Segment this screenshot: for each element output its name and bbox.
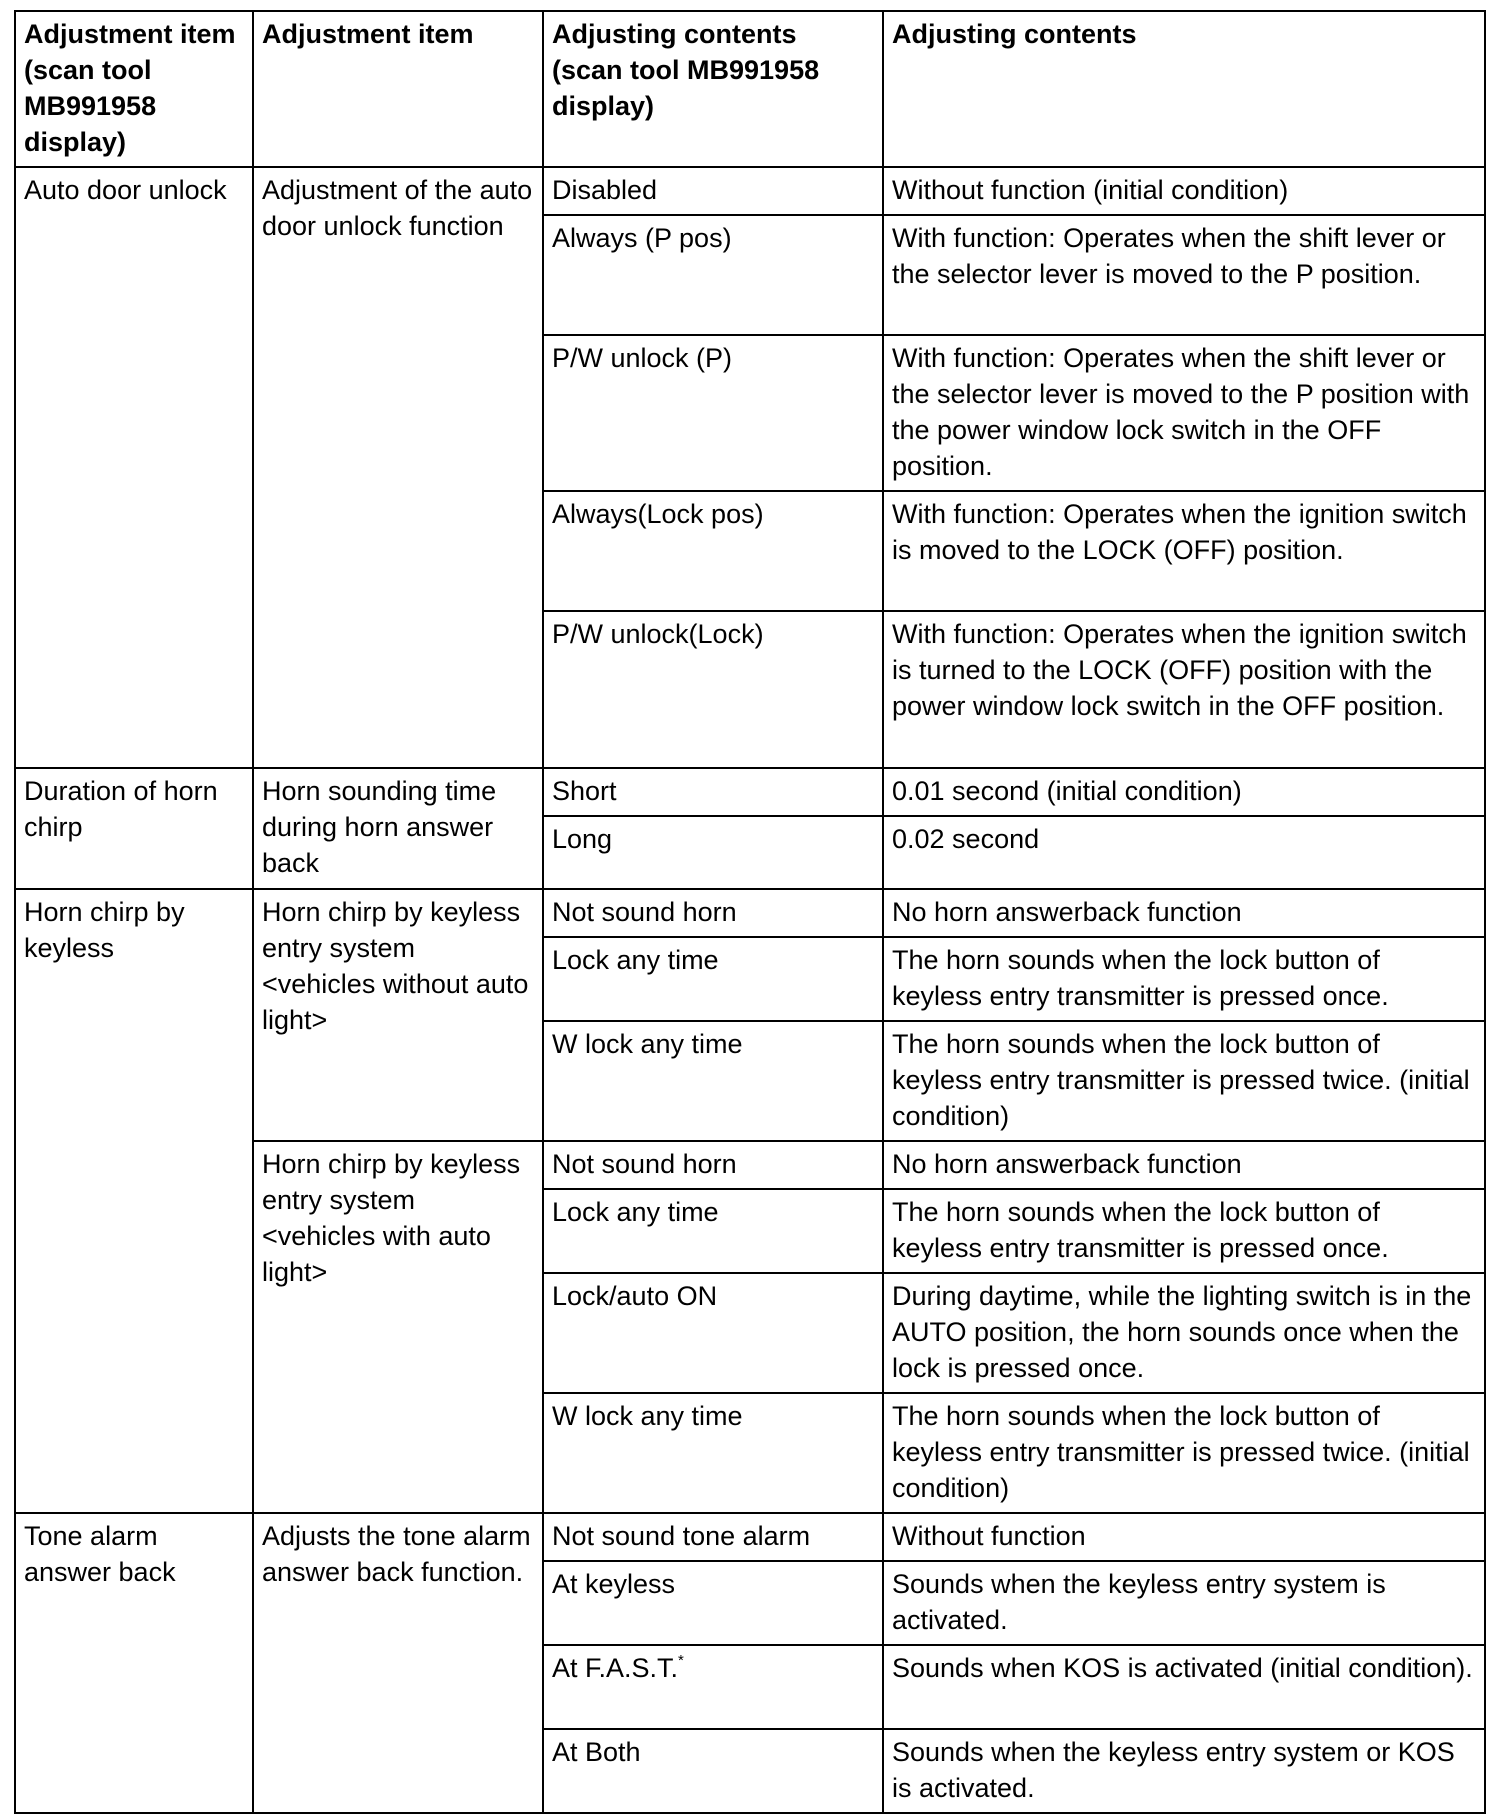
option-display-text: At F.A.S.T.	[552, 1653, 679, 1683]
option-display: Long	[543, 816, 883, 889]
item-tone-alarm: Tone alarm answer back	[15, 1513, 253, 1813]
option-content: No horn answerback function	[883, 1141, 1485, 1189]
adjustment-table	[14, 10, 1486, 1814]
option-display: Not sound tone alarm	[543, 1513, 883, 1561]
option-display: Lock any time	[543, 937, 883, 1021]
option-content: Without function	[883, 1513, 1485, 1561]
header-col1: Adjustment item (scan tool MB991958 display)	[15, 11, 253, 167]
option-display: Short	[543, 768, 883, 816]
option-display: P/W unlock (P)	[543, 335, 883, 491]
option-content: Sounds when the keyless entry system is activated.	[883, 1561, 1485, 1645]
option-display: Always (P pos)	[543, 215, 883, 335]
option-display: P/W unlock(Lock)	[543, 611, 883, 768]
option-content: Without function (initial condition)	[883, 167, 1485, 215]
desc-auto-door-unlock: Adjustment of the auto door unlock function	[253, 167, 543, 768]
option-content: During daytime, while the lighting switch is in the AUTO position, the horn sounds once when the lock is pressed once.	[883, 1273, 1485, 1393]
desc-horn-chirp-with-auto-light: Horn chirp by keyless entry system <vehicles with auto light>	[253, 1141, 543, 1513]
option-display: W lock any time	[543, 1021, 883, 1141]
desc-horn-chirp-without-auto-light: Horn chirp by keyless entry system <vehicles without auto light>	[253, 889, 543, 1141]
table-row	[15, 889, 1485, 937]
adjustment-table-sheet	[14, 10, 1484, 1803]
header-col2: Adjustment item	[253, 11, 543, 167]
option-content: Sounds when KOS is activated (initial condition).	[883, 1645, 1485, 1729]
item-horn-chirp-duration: Duration of horn chirp	[15, 768, 253, 889]
option-display: Disabled	[543, 167, 883, 215]
option-display: At keyless	[543, 1561, 883, 1645]
option-display: W lock any time	[543, 1393, 883, 1513]
option-content: The horn sounds when the lock button of keyless entry transmitter is pressed twice. (initial condition)	[883, 1021, 1485, 1141]
option-content: The horn sounds when the lock button of keyless entry transmitter is pressed once.	[883, 937, 1485, 1021]
option-display: Lock any time	[543, 1189, 883, 1273]
footnote-asterisk: *	[678, 1652, 684, 1669]
table-row	[15, 167, 1485, 215]
option-display: Not sound horn	[543, 1141, 883, 1189]
option-content: With function: Operates when the shift lever or the selector lever is moved to the P position.	[883, 215, 1485, 335]
option-content: The horn sounds when the lock button of keyless entry transmitter is pressed twice. (initial condition)	[883, 1393, 1485, 1513]
header-col4: Adjusting contents	[883, 11, 1485, 167]
item-auto-door-unlock: Auto door unlock	[15, 167, 253, 768]
option-content: With function: Operates when the ignition switch is turned to the LOCK (OFF) position with the power window lock switch in the OFF position.	[883, 611, 1485, 768]
table-row	[15, 768, 1485, 816]
header-row	[15, 11, 1485, 167]
option-content: The horn sounds when the lock button of keyless entry transmitter is pressed once.	[883, 1189, 1485, 1273]
header-col3: Adjusting contents (scan tool MB991958 display)	[543, 11, 883, 167]
option-content: With function: Operates when the ignition switch is moved to the LOCK (OFF) position.	[883, 491, 1485, 611]
option-display: Not sound horn	[543, 889, 883, 937]
option-content: 0.02 second	[883, 816, 1485, 889]
option-display	[543, 1645, 883, 1729]
table-row	[15, 1513, 1485, 1561]
option-content: With function: Operates when the shift lever or the selector lever is moved to the P position with the power window lock switch in the OFF position.	[883, 335, 1485, 491]
item-horn-chirp-keyless: Horn chirp by keyless	[15, 889, 253, 1513]
option-content: No horn answerback function	[883, 889, 1485, 937]
option-display: Always(Lock pos)	[543, 491, 883, 611]
option-content: 0.01 second (initial condition)	[883, 768, 1485, 816]
desc-tone-alarm: Adjusts the tone alarm answer back function.	[253, 1513, 543, 1813]
desc-horn-chirp-duration: Horn sounding time during horn answer back	[253, 768, 543, 889]
option-display: Lock/auto ON	[543, 1273, 883, 1393]
option-content: Sounds when the keyless entry system or KOS is activated.	[883, 1729, 1485, 1813]
option-display: At Both	[543, 1729, 883, 1813]
